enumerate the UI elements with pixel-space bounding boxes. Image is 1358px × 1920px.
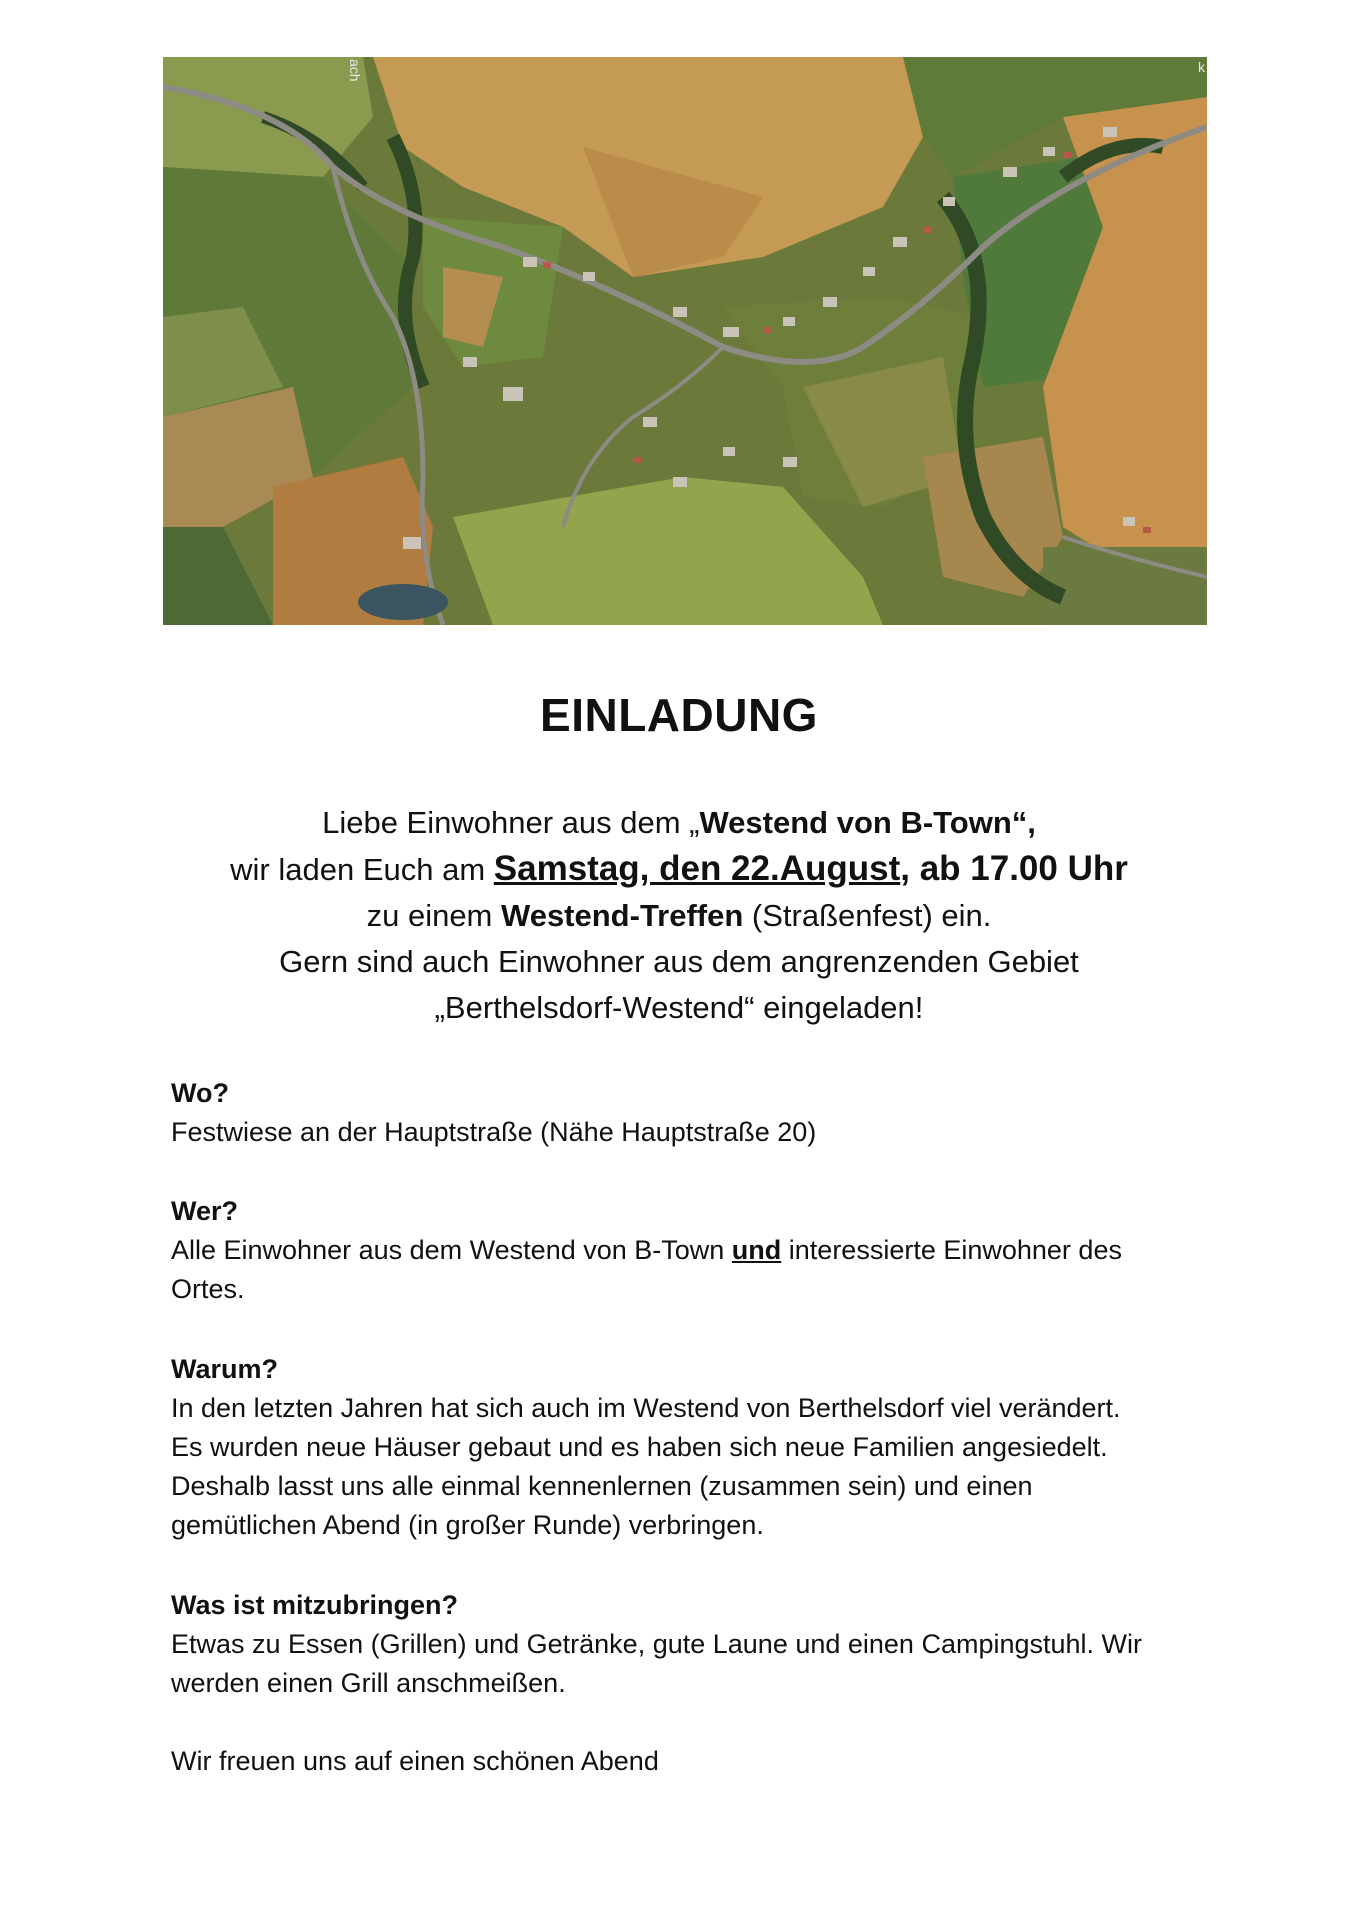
section-warum-heading: Warum?: [171, 1354, 278, 1384]
section-wer-text-pre: Alle Einwohner aus dem Westend von B-Town: [171, 1235, 732, 1265]
intro-line-5: „Berthelsdorf-Westend“ eingeladen!: [434, 990, 924, 1025]
closing-line: Wir freuen uns auf einen schönen Abend: [171, 1746, 659, 1776]
invitation-title: EINLADUNG: [540, 689, 818, 741]
map-label-right: k: [1198, 59, 1205, 75]
intro-line-1-text: Liebe Einwohner aus dem „: [322, 805, 700, 840]
event-date: Samstag, den 22.August: [493, 849, 901, 888]
intro-line-1: [100, 800, 1258, 846]
intro-line-2-text: wir laden Euch am: [230, 852, 494, 887]
intro-line-4: Gern sind auch Einwohner aus dem angrenzenden Gebiet: [279, 944, 1079, 979]
section-mitbringen-line: Etwas zu Essen (Grillen) und Getränke, gute Laune und einen Campingstuhl. Wir: [171, 1629, 1143, 1659]
section-warum-line: gemütlichen Abend (in großer Runde) verbringen.: [171, 1510, 764, 1540]
event-time: , ab 17.00 Uhr: [900, 849, 1128, 888]
section-warum: [171, 1350, 1211, 1545]
intro-line-3-suffix: (Straßenfest) ein.: [743, 898, 992, 933]
section-warum-line: Deshalb lasst uns alle einmal kennenlernen (zusammen sein) und einen: [171, 1471, 1033, 1501]
section-mitbringen-heading: Was ist mitzubringen?: [171, 1590, 459, 1620]
intro-line-2: [100, 846, 1258, 893]
section-wer-line-2: Ortes.: [171, 1274, 245, 1304]
intro-location-name: Westend von B-Town“: [699, 805, 1028, 840]
section-wer-text-post: interessierte Einwohner des: [781, 1235, 1122, 1265]
section-wo: [171, 1074, 1211, 1152]
section-mitbringen-line: werden einen Grill anschmeißen.: [171, 1668, 566, 1698]
event-name: Westend-Treffen: [501, 898, 744, 933]
aerial-photo: [163, 57, 1207, 625]
section-mitbringen: [171, 1586, 1211, 1703]
intro-paragraph: [100, 800, 1258, 1031]
section-wer-heading: Wer?: [171, 1196, 239, 1226]
intro-line-3: [100, 893, 1258, 939]
intro-line-3-text: zu einem: [366, 898, 501, 933]
section-wo-text: Festwiese an der Hauptstraße (Nähe Hauptstraße 20): [171, 1117, 817, 1147]
intro-line-1-comma: ,: [1027, 805, 1036, 840]
section-wo-heading: Wo?: [171, 1078, 229, 1108]
section-warum-line: In den letzten Jahren hat sich auch im Westend von Berthelsdorf viel verändert.: [171, 1393, 1121, 1423]
section-wer-line-1: [171, 1231, 1211, 1270]
section-wer: [171, 1192, 1211, 1309]
map-label-left: ach: [347, 59, 363, 82]
aerial-photo-graphic: [163, 57, 1207, 625]
section-wer-emphasis: und: [731, 1235, 782, 1265]
section-warum-line: Es wurden neue Häuser gebaut und es haben sich neue Familien angesiedelt.: [171, 1432, 1108, 1462]
